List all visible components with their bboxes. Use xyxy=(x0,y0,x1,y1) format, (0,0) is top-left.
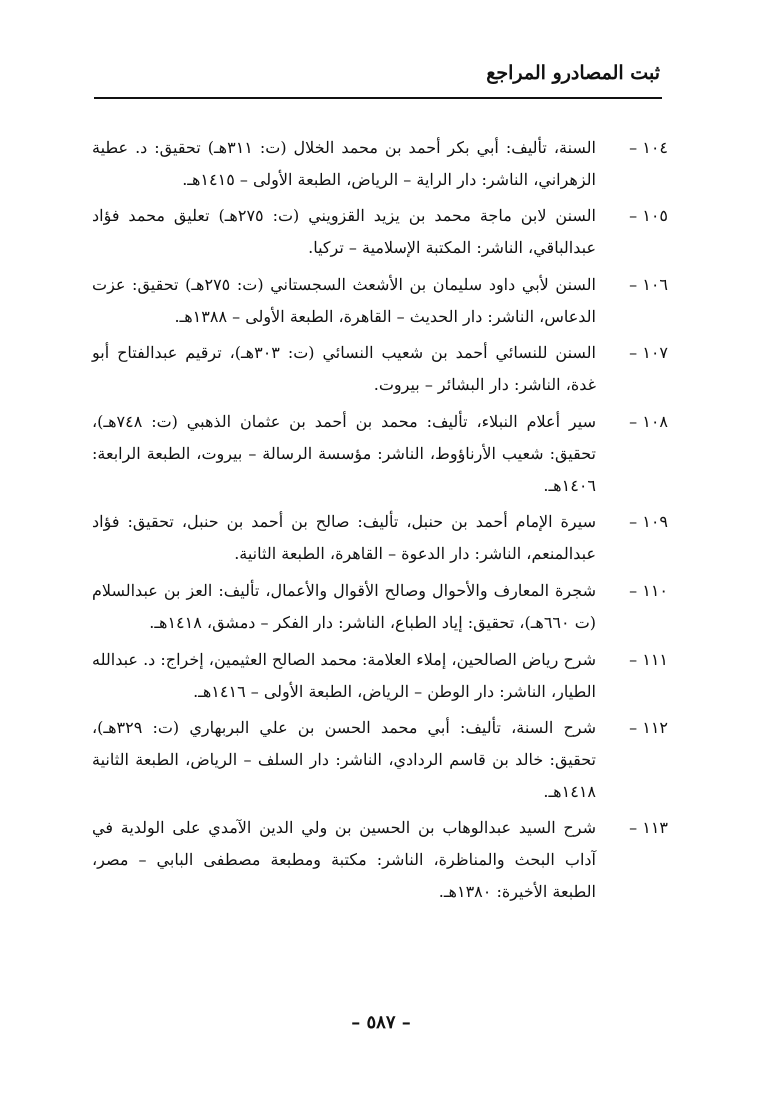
reference-number: ١٠٨ – xyxy=(629,412,668,431)
reference-number: ١١١ – xyxy=(629,650,668,669)
page-number: – ٥٨٧ – xyxy=(351,1012,411,1033)
reference-text: السنن لأبي داود سليمان بن الأشعث السجستاني (ت: ٢٧٥هـ) تحقيق: عزت الدعاس، الناشر: دار الحديث – القاهرة، الطبعة الأولى – ١٣٨٨هـ. xyxy=(92,275,596,326)
reference-text: السنن للنسائي أحمد بن شعيب النسائي (ت: ٣٠٣هـ)، ترقيم عبدالفتاح أبو غدة، الناشر: دار البشائر – بيروت. xyxy=(92,343,596,394)
reference-item xyxy=(92,644,668,708)
reference-number: ١١٢ – xyxy=(629,718,668,737)
reference-item xyxy=(92,132,668,196)
header-rule xyxy=(94,97,662,99)
reference-item xyxy=(92,506,668,570)
reference-item xyxy=(92,337,668,401)
reference-item xyxy=(92,406,668,502)
reference-text: سير أعلام النبلاء، تأليف: محمد بن أحمد بن عثمان الذهبي (ت: ٧٤٨هـ)، تحقيق: شعيب الأرناؤوط، الناشر: مؤسسة الرسالة – بيروت، الطبعة الرابعة: ١٤٠٦هـ. xyxy=(92,412,596,495)
reference-text: شجرة المعارف والأحوال وصالح الأقوال والأعمال، تأليف: العز بن عبدالسلام (ت ٦٦٠هـ)، تحقيق: إياد الطباع، الناشر: دار الفكر – دمشق، ١٤١٨هـ. xyxy=(92,581,596,632)
reference-text: شرح السيد عبدالوهاب بن الحسين بن ولي الدين الآمدي على الولدية في آداب البحث والمناظرة، الناشر: مكتبة ومطبعة مصطفى البابي – مصر، الطبعة الأخيرة: ١٣٨٠هـ. xyxy=(92,818,596,901)
reference-number: ١٠٥ – xyxy=(629,206,668,225)
reference-item xyxy=(92,812,668,908)
reference-text: شرح السنة، تأليف: أبي محمد الحسن بن علي البربهاري (ت: ٣٢٩هـ)، تحقيق: خالد بن قاسم الردادي، الناشر: دار السلف – الرياض، الطبعة الثانية ١٤١٨هـ. xyxy=(92,718,596,801)
reference-number: ١٠٧ – xyxy=(629,343,668,362)
reference-number: ١١٠ – xyxy=(629,581,668,600)
reference-number: ١٠٦ – xyxy=(629,275,668,294)
reference-item xyxy=(92,200,668,264)
reference-item xyxy=(92,712,668,808)
reference-number: ١٠٩ – xyxy=(629,512,668,531)
reference-number: ١٠٤ – xyxy=(629,138,668,157)
reference-item xyxy=(92,269,668,333)
running-header: ثبت المصادرو المراجع xyxy=(486,62,660,84)
reference-text: السنة، تأليف: أبي بكر أحمد بن محمد الخلال (ت: ٣١١هـ) تحقيق: د. عطية الزهراني، الناشر: دار الراية – الرياض، الطبعة الأولى – ١٤١٥هـ. xyxy=(92,138,597,189)
reference-text: السنن لابن ماجة محمد بن يزيد القزويني (ت: ٢٧٥هـ) تعليق محمد فؤاد عبدالباقي، الناشر: المكتبة الإسلامية – تركيا. xyxy=(92,206,597,257)
reference-number: ١١٣ – xyxy=(629,818,668,837)
reference-item xyxy=(92,575,668,639)
reference-text: شرح رياض الصالحين، إملاء العلامة: محمد الصالح العثيمين، إخراج: د. عبدالله الطيار، الناشر: دار الوطن – الرياض، الطبعة الأولى – ١٤١٦هـ. xyxy=(92,650,596,701)
reference-text: سيرة الإمام أحمد بن حنبل، تأليف: صالح بن أحمد بن حنبل، تحقيق: فؤاد عبدالمنعم، الناشر: دار الدعوة – القاهرة، الطبعة الثانية. xyxy=(92,512,596,563)
